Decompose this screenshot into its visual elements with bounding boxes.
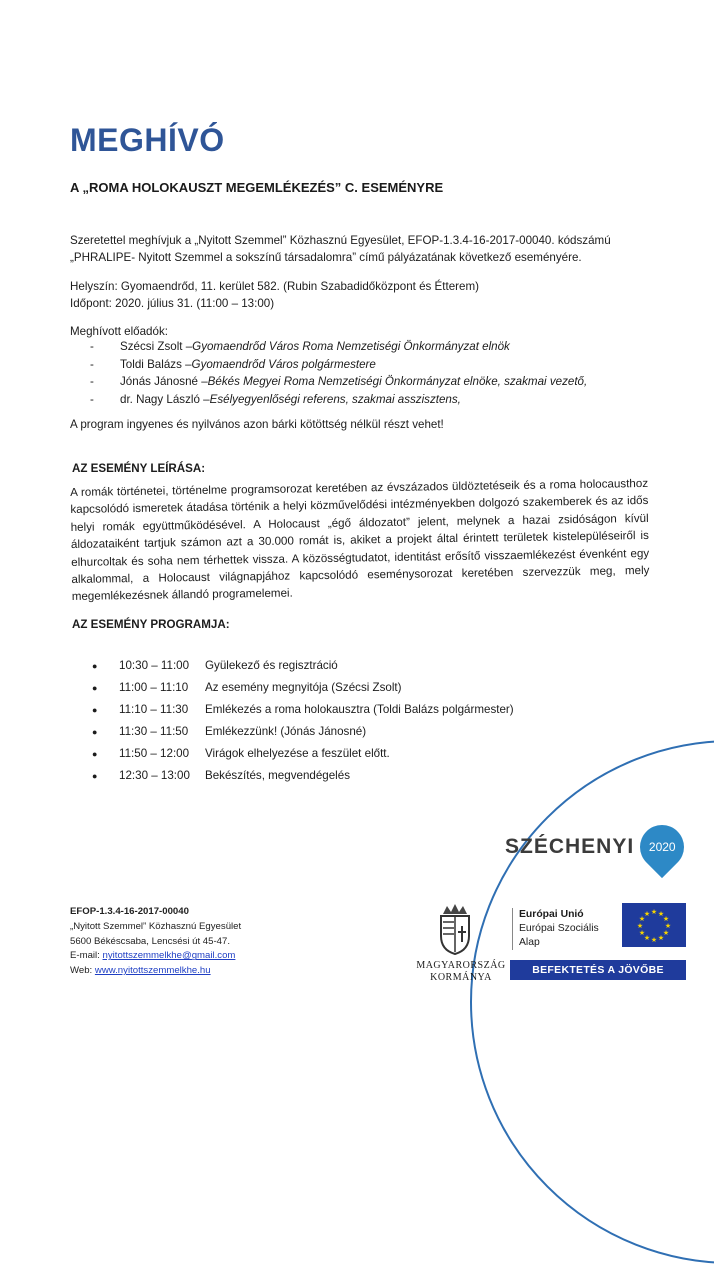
program-item (92, 677, 514, 699)
program-label: Emlékezés a roma holokausztra (Toldi Balázs polgármester) (205, 703, 514, 716)
program-label: Emlékezzünk! (Jónás Jánosné) (205, 725, 367, 738)
svg-text:★: ★ (643, 934, 651, 942)
program-list (92, 655, 514, 787)
eu-line-2: Európai Szociális (519, 923, 599, 934)
speaker-name: Jónás Jánosné – (120, 375, 208, 388)
event-subtitle: A „ROMA HOLOKAUSZT MEGEMLÉKEZÉS” C. ESEMÉNYRE (70, 180, 444, 195)
program-label: Gyülekező és regisztráció (205, 659, 338, 672)
bullet-icon: ● (92, 661, 98, 671)
gov-line-2: KORMÁNYA (430, 972, 492, 983)
list-dash: - (90, 375, 94, 388)
speaker-name: Toldi Balázs – (120, 357, 192, 371)
web-label: Web: (70, 965, 95, 977)
svg-text:★: ★ (657, 934, 665, 942)
svg-text:★: ★ (636, 922, 644, 930)
program-item (92, 655, 514, 677)
speaker-name: Szécsi Zsolt – (120, 340, 193, 353)
speaker-role: Gyomaendrőd Város Roma Nemzetiségi Önkormányzat elnök (192, 340, 510, 353)
program-time: 11:00 – 11:10 (119, 681, 189, 694)
bullet-icon: ● (92, 749, 98, 759)
svg-text:★: ★ (650, 908, 658, 916)
svg-text:★: ★ (657, 910, 665, 918)
program-item (92, 721, 514, 743)
gov-line-1: MAGYARORSZÁG (416, 960, 506, 971)
svg-text:★: ★ (662, 915, 670, 923)
program-time: 10:30 – 11:00 (119, 659, 190, 672)
list-dash: - (90, 340, 94, 353)
bullet-icon: ● (92, 705, 98, 715)
government-logo-text (404, 960, 518, 984)
svg-text:★: ★ (650, 936, 658, 944)
speaker-role: Békés Megyei Roma Nemzetiségi Önkormányzat elnöke, szakmai vezető, (207, 375, 588, 388)
szechenyi-2020-logo (505, 825, 684, 869)
svg-text:★: ★ (643, 910, 651, 918)
description-text: A romák történetei, történelme programsorozat keretében az évszázados üldöztetéseik és a roma holocausthoz kapcsolódó ismeretek átadása történik a helyi közművelődési intézményekben dolgozó szakemberek és az idős helyi romák együttműködésével. A Holocaust „égő áldozatot” jelent, melynek a hazai zsidóságon kívül áldozataiként tartjuk számon azt a 30.000 romát is, akiket a projekt által érintett területek kistelepüléseiről is elhurcoltak és soha nem térhettek vissza. A közösségtudatot, identitást erősítő visszaemlékezést évenként egy alkalommal, a Holocaust világnapjához kapcsolódó eseménysorozat keretében szervezzük meg, mely megemlékezésnek állandó programelemei. (70, 476, 650, 604)
website-link[interactable]: www.nyitottszemmelkhe.hu (94, 965, 211, 977)
eu-line-1: Európai Unió (519, 909, 584, 920)
svg-text:★: ★ (662, 929, 670, 937)
page-title: MEGHÍVÓ (70, 122, 225, 158)
investment-banner: BEFEKTETÉS A JÖVŐBE (510, 960, 686, 980)
speaker-item (90, 356, 587, 374)
program-label: Virágok elhelyezése a feszület előtt. (205, 747, 390, 760)
szechenyi-year: 2020 (648, 840, 676, 855)
speaker-role: Esélyegyenlőségi referens, szakmai asszisztens, (209, 392, 461, 406)
speaker-item (90, 391, 587, 409)
speaker-list (90, 338, 587, 408)
decorative-arc (470, 740, 714, 1264)
eu-logo-text (512, 908, 599, 950)
description-heading: AZ ESEMÉNY LEÍRÁSA: (72, 462, 206, 475)
svg-text:★: ★ (638, 929, 646, 937)
intro-paragraph: Szeretettel meghívjuk a „Nyitott Szemmel” Közhasznú Egyesület, EFOP-1.3.4-16-2017-00040. kódszámú „PHRALIPE- Nyitott Szemmel a sokszínű társadalomra” című pályázatának következő eseményére. (70, 234, 611, 264)
program-label: Az esemény megnyitója (Szécsi Zsolt) (205, 681, 402, 694)
email-label: E-mail: (70, 950, 103, 962)
speaker-name: dr. Nagy László – (120, 392, 210, 406)
bullet-icon: ● (92, 727, 98, 737)
footer-contact (70, 905, 241, 979)
project-code: EFOP-1.3.4-16-2017-00040 (70, 906, 189, 917)
program-time: 11:10 – 11:30 (119, 703, 189, 716)
speaker-role: Gyomaendrőd Város polgármestere (191, 357, 376, 371)
email-link[interactable]: nyitottszemmelkhe@gmail.com (102, 950, 236, 962)
program-heading: AZ ESEMÉNY PROGRAMJA: (72, 618, 230, 631)
speaker-item (90, 373, 587, 391)
eu-line-3: Alap (519, 937, 540, 948)
program-item (92, 765, 514, 787)
date-line: Időpont: 2020. július 31. (11:00 – 13:00) (70, 297, 275, 310)
bullet-icon: ● (92, 771, 98, 781)
program-time: 11:30 – 11:50 (119, 725, 189, 738)
eu-flag-icon (622, 903, 686, 947)
list-dash: - (90, 392, 94, 406)
organization-address: 5600 Békéscsaba, Lencsési út 45-47. (70, 935, 231, 947)
program-time: 12:30 – 13:00 (119, 769, 190, 782)
invited-speakers-label: Meghívott előadók: (70, 325, 168, 338)
svg-text:★: ★ (664, 922, 672, 930)
program-item (92, 699, 514, 721)
location-pin-icon (631, 816, 693, 878)
program-label: Bekészítés, megvendégelés (205, 769, 351, 782)
organization-name: „Nyitott Szemmel” Közhasznú Egyesület (70, 920, 242, 932)
program-time: 11:50 – 12:00 (119, 747, 190, 760)
list-dash: - (90, 357, 94, 371)
svg-text:★: ★ (638, 915, 646, 923)
bullet-icon: ● (92, 683, 98, 693)
free-entry-note: A program ingyenes és nyilvános azon bárki kötöttség nélkül részt vehet! (70, 418, 444, 431)
speaker-item (90, 338, 587, 356)
program-item (92, 743, 514, 765)
szechenyi-wordmark: SZÉCHENYI (505, 835, 635, 858)
venue-line: Helyszín: Gyomaendrőd, 11. kerület 582. (Rubin Szabadidőközpont és Étterem) (70, 280, 480, 293)
coat-of-arms-icon (435, 902, 475, 956)
